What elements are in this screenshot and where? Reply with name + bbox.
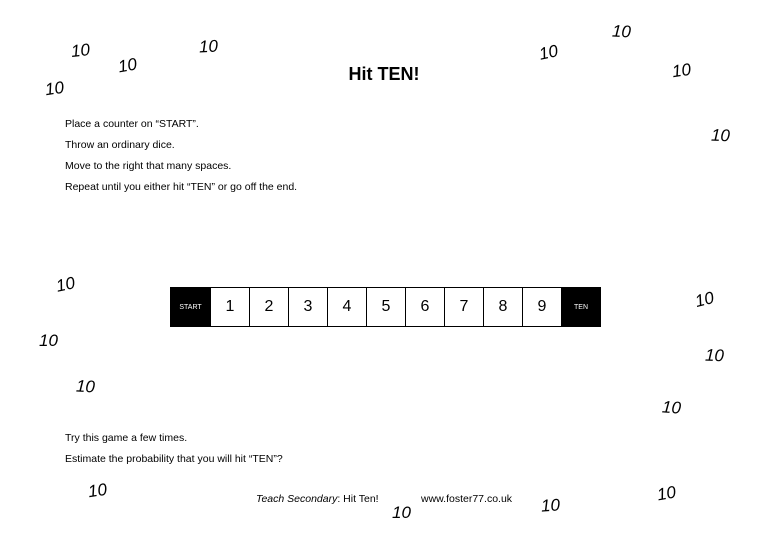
decorative-ten: 10 [198, 36, 219, 57]
instruction-line: Throw an ordinary dice. [65, 139, 175, 151]
board-cell-4: 4 [327, 288, 366, 326]
decorative-ten: 10 [43, 77, 66, 100]
decorative-ten: 10 [710, 125, 731, 146]
board-cell-9: 9 [522, 288, 561, 326]
instruction-line: Place a counter on “START”. [65, 118, 199, 130]
game-board [170, 287, 601, 327]
decorative-ten: 10 [661, 397, 682, 418]
decorative-ten: 10 [655, 482, 678, 505]
decorative-ten: 10 [116, 54, 139, 77]
decorative-ten: 10 [54, 273, 77, 296]
page-title: Hit TEN! [348, 64, 420, 84]
decorative-ten: 10 [611, 21, 632, 42]
footer-source-italic: Teach Secondary [256, 493, 338, 505]
instruction-line: Move to the right that many spaces. [65, 160, 232, 172]
decorative-ten: 10 [75, 376, 96, 397]
decorative-ten: 10 [86, 479, 109, 502]
decorative-ten: 10 [692, 287, 716, 312]
board-cell-start: START [171, 288, 210, 326]
board-cell-6: 6 [405, 288, 444, 326]
board-cell-ten: TEN [561, 288, 600, 326]
footer-source [256, 493, 379, 505]
decorative-ten: 10 [392, 503, 411, 522]
question-line: Try this game a few times. [65, 432, 188, 444]
board-cell-2: 2 [249, 288, 288, 326]
instruction-line: Repeat until you either hit “TEN” or go off the end. [65, 181, 298, 193]
board-cell-5: 5 [366, 288, 405, 326]
board-cell-7: 7 [444, 288, 483, 326]
question-line: Estimate the probability that you will hit “TEN”? [65, 453, 283, 465]
decorative-ten: 10 [540, 495, 561, 516]
decorative-ten: 10 [704, 345, 725, 366]
decorative-ten: 10 [39, 331, 58, 350]
board-cell-3: 3 [288, 288, 327, 326]
board-cell-8: 8 [483, 288, 522, 326]
decorative-ten: 10 [70, 40, 91, 61]
footer-source-rest: : Hit Ten! [337, 493, 379, 505]
decorative-ten: 10 [537, 41, 560, 64]
footer-website: www.foster77.co.uk [421, 493, 513, 505]
board-cell-1: 1 [210, 288, 249, 326]
decorative-ten: 10 [670, 59, 693, 82]
